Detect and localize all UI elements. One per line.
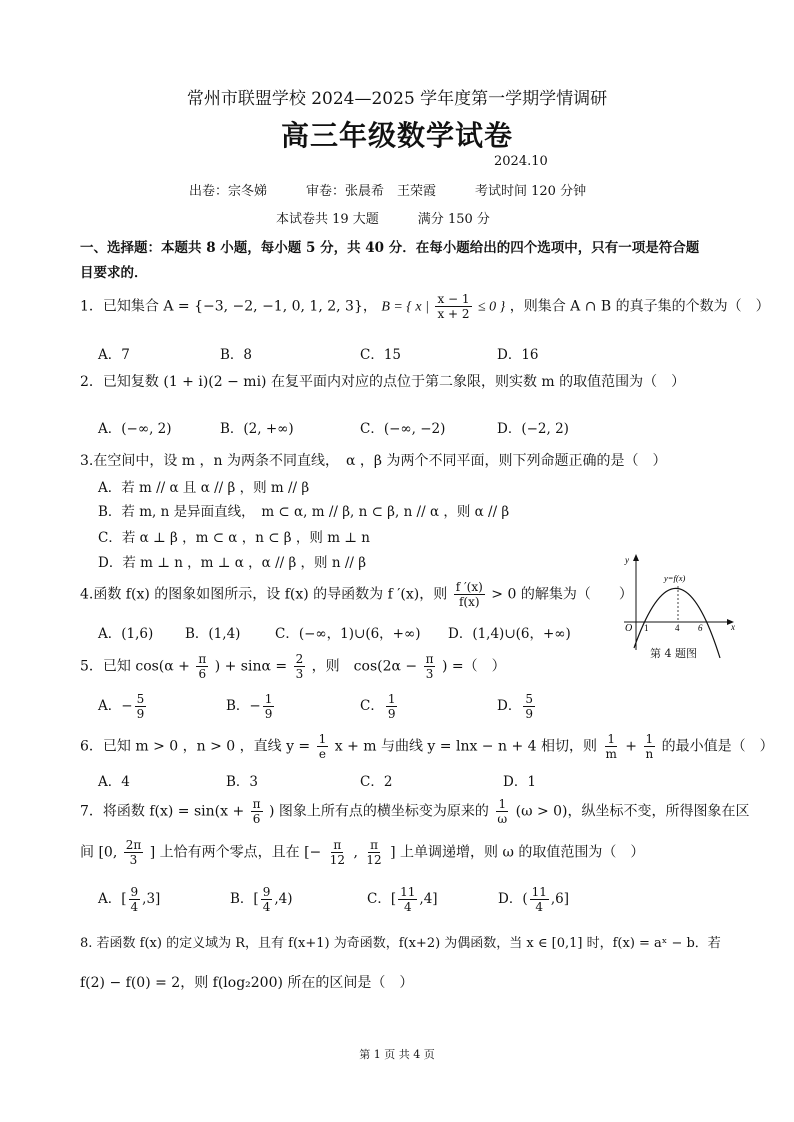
q1-option-a[interactable]: A．7 bbox=[98, 347, 130, 363]
section-intro-2: 目要求的． bbox=[80, 265, 148, 281]
q1-set-a: 1．已知集合 A = {−3, −2, −1, 0, 1, 2, 3}， bbox=[80, 298, 377, 315]
q6-fraction-n: $\frac{1}{n}$ bbox=[645, 732, 654, 761]
q7-fraction-omega: $\frac{1}{\omega}$ bbox=[497, 797, 508, 826]
question-1-stem bbox=[80, 292, 770, 321]
q5-option-b[interactable]: B．− $\frac{1}{9}$ bbox=[226, 692, 273, 721]
q6-option-c[interactable]: C．2 bbox=[360, 774, 393, 790]
q1-stem-end: ，则集合 A ∩ B 的真子集的个数为（ ） bbox=[509, 298, 770, 315]
question-7-line-2 bbox=[80, 838, 644, 867]
q3-option-d[interactable]: D．若 m ⊥ n ，m ⊥ α ，α // β ，则 n // β bbox=[98, 555, 367, 571]
graph-tick-1: 1 bbox=[644, 623, 649, 633]
graph-x-label: x bbox=[731, 622, 735, 632]
q6-part-b: x + m 与曲线 y = lnx − n + 4 相切，则 bbox=[334, 738, 597, 755]
q1-option-d[interactable]: D．16 bbox=[497, 347, 539, 363]
q6-fraction-e: $\frac{1}{e}$ bbox=[318, 732, 327, 761]
question-5-stem bbox=[80, 652, 506, 681]
q3-option-c[interactable]: C．若 α ⊥ β ，m ⊂ α ，n ⊂ β ，则 m ⊥ n bbox=[98, 530, 370, 546]
q5-fraction-pi3: $\frac{\pi}{3}$ bbox=[425, 652, 434, 681]
q7-part-d: 间 [0, bbox=[80, 844, 118, 861]
q2-option-b[interactable]: B．(2, +∞) bbox=[220, 421, 294, 437]
q7-comma: , bbox=[353, 844, 358, 861]
q5-option-c[interactable]: C． $\frac{1}{9}$ bbox=[360, 692, 396, 721]
q6-option-a[interactable]: A．4 bbox=[98, 774, 130, 790]
q2-option-c[interactable]: C．(−∞, −2) bbox=[360, 421, 446, 437]
q3-option-b[interactable]: B．若 m, n 是异面直线， m ⊂ α, m // β, n ⊂ β, n // α ，则 α // β bbox=[98, 504, 510, 520]
q6-part-c: 的最小值是（ ） bbox=[661, 738, 774, 755]
graph-y-arrow bbox=[633, 554, 639, 561]
exam-date: 2024.10 bbox=[494, 154, 548, 169]
question-8-line-2: f(2) − f(0) = 2，则 f(log₂200) 所在的区间是（ ） bbox=[80, 975, 414, 991]
graph-tick-6: 6 bbox=[698, 623, 703, 633]
graph-tick-4: 4 bbox=[675, 623, 680, 633]
q1-option-b[interactable]: B．8 bbox=[220, 347, 253, 363]
q5-fraction-pi6: $\frac{\pi}{6}$ bbox=[198, 652, 207, 681]
q2-option-a[interactable]: A．(−∞, 2) bbox=[98, 421, 172, 437]
question-2-stem: 2．已知复数 (1 + i)(2 − mi) 在复平面内对应的点位于第二象限，则实数 m 的取值范围为（ ） bbox=[80, 374, 686, 390]
question-8-line-1: 8. 若函数 f(x) 的定义域为 R，且有 f(x+1) 为奇函数，f(x+2) 为偶函数，当 x ∈ [0,1] 时，f(x) = aˣ − b．若 bbox=[80, 936, 721, 951]
q7-part-c: (ω > 0)，纵坐标不变，所得图象在区 bbox=[515, 803, 750, 820]
info-line: 本试卷共 19 大题 满分 150 分 bbox=[276, 212, 490, 227]
q7-part-f: ] 上单调递增，则 ω 的取值范围为（ ） bbox=[390, 844, 645, 861]
q7-fraction-2pi3: $\frac{2\pi}{3}$ bbox=[125, 838, 142, 867]
section-intro-1: 一、选择题：本题共 8 小题，每小题 5 分，共 40 分．在每小题给出的四个选项中，只有一项是符合题 bbox=[80, 240, 700, 256]
school-title: 常州市联盟学校 2024—2025 学年度第一学期学情调研 bbox=[186, 89, 608, 109]
q5-part-d: ) =（ ） bbox=[441, 658, 506, 675]
q7-option-b[interactable]: B．[ $\frac{9}{4}$ ,4) bbox=[230, 885, 293, 914]
q4-fraction: $\frac{f '(x)}{f(x)}$ bbox=[455, 580, 483, 609]
question-4-stem bbox=[80, 580, 633, 609]
q3-option-a[interactable]: A．若 m // α 且 α // β ，则 m // β bbox=[98, 480, 310, 496]
page-footer: 第 1 页 共 4 页 bbox=[359, 1048, 435, 1061]
question-3-stem: 3.在空间中，设 m ，n 为两条不同直线， α ，β 为两个不同平面，则下列命题正确的是（ ） bbox=[80, 453, 667, 469]
q4-function-graph bbox=[618, 550, 738, 660]
q5-part-b: ) + sinα = bbox=[214, 658, 288, 675]
q5-option-d[interactable]: D． $\frac{5}{9}$ bbox=[497, 692, 533, 721]
q6-plus: + bbox=[625, 738, 638, 755]
staff-line: 出卷：宗冬娣 审卷：张晨希 王荣霞 考试时间 120 分钟 bbox=[189, 184, 587, 199]
q6-fraction-m: $\frac{1}{m}$ bbox=[605, 732, 617, 761]
q4-stem-end: > 0 的解集为（ ） bbox=[491, 586, 633, 603]
q1-set-b-prefix: B = { x | bbox=[381, 299, 429, 315]
q4-stem-start: 4.函数 f(x) 的图象如图所示，设 f(x) 的导函数为 f ′(x)，则 bbox=[80, 586, 448, 603]
q7-part-a: 7．将函数 f(x) = sin(x + bbox=[80, 803, 245, 820]
q7-part-b: ) 图象上所有点的横坐标变为原来的 bbox=[269, 803, 489, 820]
graph-y-label: y bbox=[625, 555, 629, 565]
graph-origin-label: O bbox=[625, 623, 633, 634]
q1-fraction: $\frac{x - 1}{x + 2}$ bbox=[437, 292, 470, 321]
q4-option-d[interactable]: D．(1,4)∪(6，+∞) bbox=[448, 626, 571, 642]
q7-fraction-pi12-b: $\frac{\pi}{12}$ bbox=[366, 838, 382, 867]
q6-option-d[interactable]: D．1 bbox=[503, 774, 536, 790]
q7-fraction-pi6: $\frac{\pi}{6}$ bbox=[252, 797, 261, 826]
q5-part-a: 5．已知 cos(α + bbox=[80, 658, 190, 675]
q5-fraction-value: $\frac{2}{3}$ bbox=[295, 652, 304, 681]
q5-option-a[interactable]: A．− $\frac{5}{9}$ bbox=[98, 692, 145, 721]
question-6-stem bbox=[80, 732, 774, 761]
graph-curve-label: y=f(x) bbox=[664, 573, 686, 583]
q4-option-b[interactable]: B．(1,4) bbox=[185, 626, 241, 642]
q7-part-e: ] 上恰有两个零点，且在 [− bbox=[149, 844, 322, 861]
q6-option-b[interactable]: B．3 bbox=[226, 774, 259, 790]
q4-option-c[interactable]: C．(−∞，1)∪(6，+∞) bbox=[275, 626, 421, 642]
q1-set-b-suffix: ≤ 0 } bbox=[477, 299, 506, 315]
q7-option-a[interactable]: A．[ $\frac{9}{4}$ ,3] bbox=[98, 885, 161, 914]
q2-option-d[interactable]: D．(−2, 2) bbox=[497, 421, 569, 437]
q6-part-a: 6．已知 m > 0 ，n > 0 ，直线 y = bbox=[80, 738, 311, 755]
exam-title: 高三年级数学试卷 bbox=[280, 119, 513, 152]
q7-option-d[interactable]: D．( $\frac{11}{4}$ ,6] bbox=[498, 885, 570, 914]
q1-option-c[interactable]: C．15 bbox=[360, 347, 402, 363]
question-7-line-1 bbox=[80, 797, 750, 826]
q7-fraction-pi12-a: $\frac{\pi}{12}$ bbox=[329, 838, 346, 867]
q5-part-c: ，则 cos(2α − bbox=[311, 658, 418, 675]
q7-option-c[interactable]: C．[ $\frac{11}{4}$ ,4] bbox=[367, 885, 438, 914]
q4-figure-caption: 第 4 题图 bbox=[650, 647, 697, 660]
q4-option-a[interactable]: A．(1,6) bbox=[98, 626, 154, 642]
